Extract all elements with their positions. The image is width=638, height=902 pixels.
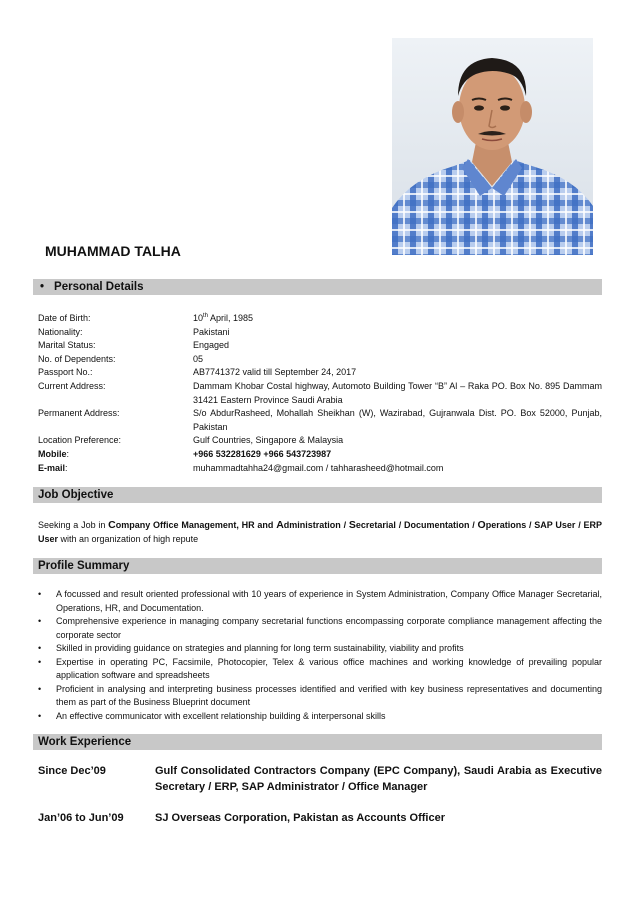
detail-label: Passport No.:	[38, 367, 93, 378]
section-header-work-experience	[33, 734, 602, 750]
objective-text: Seeking a Job in	[38, 520, 109, 530]
objective-bold: ompany Office Management, HR and	[115, 520, 277, 530]
section-header-profile-summary	[33, 558, 602, 574]
objective-bold: perations / SAP User / ERP User	[38, 520, 602, 544]
detail-label: Current Address:	[38, 380, 106, 391]
objective-bold: ecretarial / Documentation /	[355, 520, 478, 530]
list-item: • A focussed and result oriented professional with 10 years of experience in System Administration, Company Office Manager Secretarial, Operations, HR, and Documentation.	[38, 588, 602, 615]
detail-value: Engaged	[193, 340, 230, 351]
portrait-illustration	[392, 38, 593, 255]
detail-label	[38, 462, 193, 476]
list-item: • Proficient in analysing and interpreting business processes identified and verified with key business representatives and documenting them as part of the Business Blueprint document	[38, 683, 602, 710]
detail-row-email	[38, 462, 602, 476]
section-header-job-objective	[33, 487, 602, 503]
section-title: Work Experience	[38, 736, 132, 748]
objective-cap: O	[477, 519, 486, 531]
section-title: Personal Details	[54, 281, 144, 293]
detail-label: Marital Status:	[38, 340, 96, 351]
detail-label: Nationality:	[38, 326, 83, 337]
objective-cap: C	[108, 519, 116, 531]
job-objective-text	[38, 518, 602, 546]
detail-row-location	[38, 434, 602, 448]
detail-value: Pakistani	[193, 326, 230, 337]
detail-label: Permanent Address:	[38, 408, 120, 419]
detail-row-marital	[38, 339, 602, 353]
detail-row-mobile	[38, 448, 602, 462]
work-entry	[38, 810, 602, 826]
detail-label: Date of Birth:	[38, 313, 91, 323]
list-item: • Expertise in operating PC, Facsimile, Photocopier, Telex & various office machines and working knowledge of prevailing popular application software and spreadsheets	[38, 656, 602, 683]
work-period: Jan’06 to Jun’09	[38, 812, 124, 824]
work-entry	[38, 763, 602, 795]
work-description: Gulf Consolidated Contractors Company (EPC Company), Saudi Arabia as Executive Secretary / ERP, SAP Administrator / Office Manager	[155, 765, 602, 793]
dob-suffix: th	[203, 313, 209, 319]
work-description: SJ Overseas Corporation, Pakistan as Accounts Officer	[155, 812, 445, 824]
profile-summary-list	[38, 588, 602, 723]
list-item: • An effective communicator with excellent relationship building & interpersonal skills	[38, 710, 602, 724]
detail-row-passport	[38, 366, 602, 380]
mobile-number: +966 532281629 +966 543723987	[193, 448, 332, 459]
detail-value: Dammam Khobar Costal highway, Automoto Building Tower “B” Al – Raka PO. Box No. 895 Dammam 31421 Eastern Province Saudi Arabia	[193, 380, 602, 405]
section-title: Job Objective	[38, 489, 114, 501]
detail-row-permanent-address	[38, 407, 602, 434]
detail-value: 05	[193, 353, 204, 364]
dob-day: 10	[193, 313, 204, 323]
label-colon: :	[66, 448, 70, 459]
detail-row-dependents	[38, 353, 602, 367]
detail-value: AB7741372 valid till September 24, 2017	[193, 367, 357, 378]
objective-text: with an organization of high repute	[58, 534, 199, 544]
mobile-label: Mobile	[38, 448, 67, 459]
personal-details-list	[38, 312, 602, 475]
list-item: • Comprehensive experience in managing company secretarial functions encompassing corporate compliance management affecting the corporate sector	[38, 615, 602, 642]
section-title: Profile Summary	[38, 560, 130, 572]
detail-row-current-address	[38, 380, 602, 407]
objective-cap: A	[276, 519, 284, 531]
detail-row-dob	[38, 312, 602, 326]
detail-value: S/o AbdurRasheed, Mohallah Sheikhan (W), Wazirabad, Gujranwala Dist. PO. Box 52000, Punjab, Pakistan	[193, 408, 602, 432]
objective-bold: dministration /	[283, 520, 349, 530]
list-item: • Skilled in providing guidance on strategies and planning for long term sustainability, viability and profits	[38, 642, 602, 656]
detail-value: Gulf Countries, Singapore & Malaysia	[193, 435, 344, 446]
email-label: E-mail	[38, 462, 66, 473]
detail-label: Location Preference:	[38, 435, 122, 446]
section-header-personal-details	[33, 279, 602, 295]
label-colon: :	[65, 462, 68, 473]
detail-label	[38, 448, 193, 462]
dob-month-year: April, 1985	[208, 313, 254, 323]
bullet-icon: •	[40, 281, 45, 293]
objective-cap: S	[348, 519, 356, 531]
email-address: muhammadtahha24@gmail.com / tahharasheed@hotmail.com	[193, 462, 444, 473]
work-period: Since Dec’09	[38, 765, 106, 777]
detail-row-nationality	[38, 326, 602, 340]
detail-label: No. of Dependents:	[38, 353, 116, 364]
detail-value	[193, 312, 602, 326]
profile-photo	[392, 38, 593, 255]
candidate-name: MUHAMMAD TALHA	[45, 243, 181, 259]
